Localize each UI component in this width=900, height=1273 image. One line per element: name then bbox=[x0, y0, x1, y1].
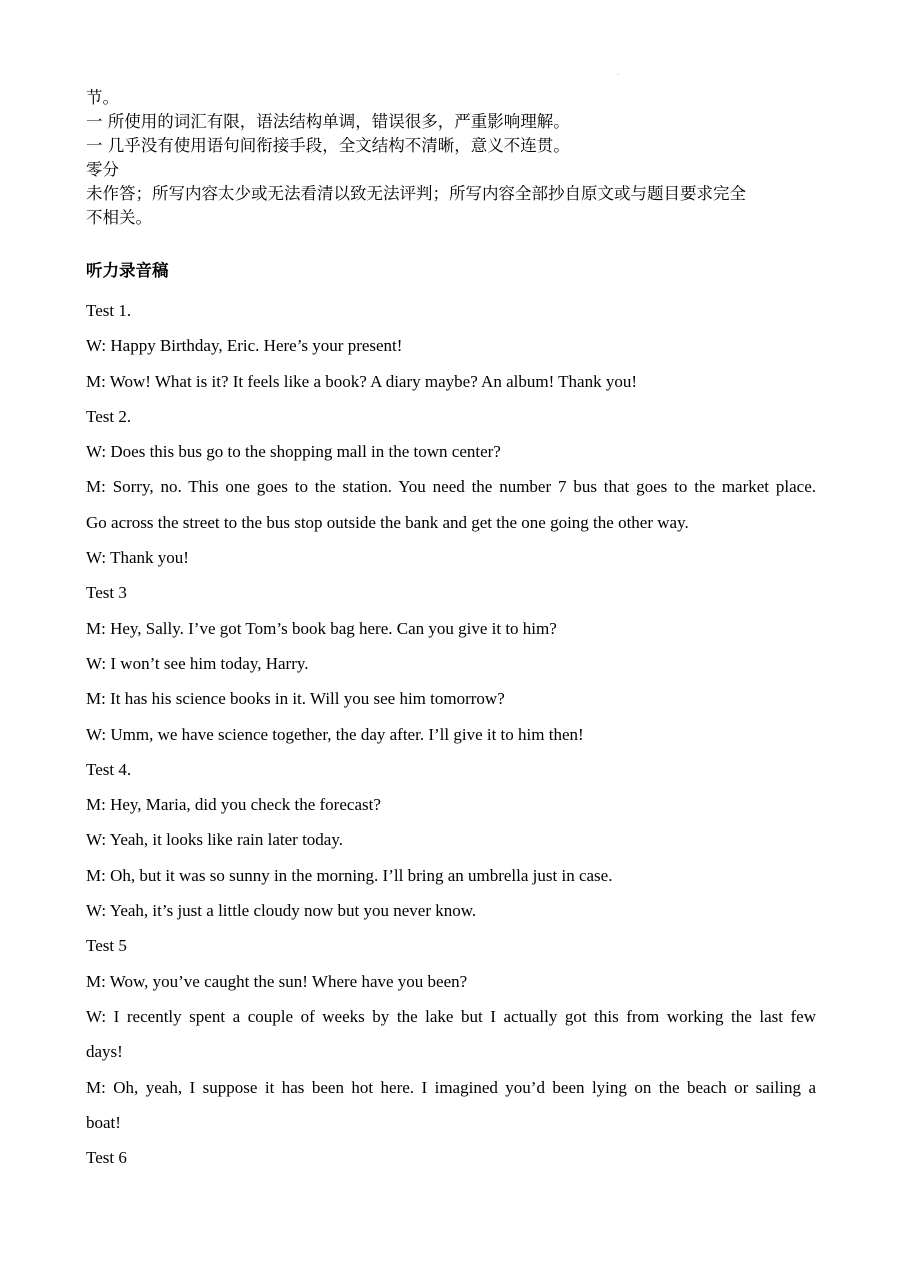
transcript-line: Go across the street to the bus stop outside the bank and get the one going the other way. bbox=[86, 512, 689, 532]
transcript-line: M: Wow, you’ve caught the sun! Where have you been? bbox=[86, 971, 468, 991]
rubric-tail bbox=[86, 86, 826, 230]
rubric-zero-heading: 零分 bbox=[86, 160, 119, 179]
transcript-line: Test 3 bbox=[86, 583, 127, 603]
rubric-line-end: 节。 bbox=[86, 88, 119, 107]
transcript-line: Test 5 bbox=[86, 936, 127, 956]
rubric-bullet-cohesion: 一 几乎没有使用语句间衔接手段，全文结构不清晰，意义不连贯。 bbox=[86, 136, 570, 155]
transcript-line: M: Sorry, no. This one goes to the station. You need the number 7 bus that goes to the market place. bbox=[86, 477, 816, 497]
transcript-line: M: Wow! What is it? It feels like a book? A diary maybe? An album! Thank you! bbox=[86, 371, 638, 391]
transcript-line: W: Does this bus go to the shopping mall in the town center? bbox=[86, 442, 501, 462]
transcript-line: W: Happy Birthday, Eric. Here’s your present! bbox=[86, 336, 403, 356]
rubric-zero-desc-2: 不相关。 bbox=[86, 208, 152, 227]
transcript-line: M: It has his science books in it. Will you see him tomorrow? bbox=[86, 689, 505, 709]
transcript-line: W: Thank you! bbox=[86, 548, 189, 568]
transcript-line: M: Hey, Sally. I’ve got Tom’s book bag here. Can you give it to him? bbox=[86, 618, 557, 638]
scan-speck bbox=[617, 74, 619, 75]
transcript-line: W: Umm, we have science together, the day after. I’ll give it to him then! bbox=[86, 724, 584, 744]
transcript-line: W: Yeah, it’s just a little cloudy now but you never know. bbox=[86, 901, 477, 921]
rubric-bullet-vocab: 一 所使用的词汇有限，语法结构单调，错误很多，严重影响理解。 bbox=[86, 112, 570, 131]
transcript-line: Test 6 bbox=[86, 1148, 127, 1168]
transcript-line: boat! bbox=[86, 1112, 121, 1132]
section-title: 听力录音稿 bbox=[86, 261, 169, 280]
transcript-line: Test 4. bbox=[86, 759, 132, 779]
transcript-line: Test 1. bbox=[86, 301, 132, 320]
transcript-line: M: Oh, but it was so sunny in the morning. I’ll bring an umbrella just in case. bbox=[86, 865, 613, 885]
transcript-line: W: Yeah, it looks like rain later today. bbox=[86, 830, 343, 850]
transcript-line: days! bbox=[86, 1042, 123, 1062]
listening-transcript bbox=[86, 293, 816, 1175]
rubric-zero-desc-1: 未作答；所写内容太少或无法看清以致无法评判；所写内容全部抄自原文或与题目要求完全 bbox=[86, 184, 746, 203]
transcript-line: M: Oh, yeah, I suppose it has been hot here. I imagined you’d been lying on the beach or sailing a bbox=[86, 1077, 816, 1097]
transcript-line: M: Hey, Maria, did you check the forecast? bbox=[86, 795, 381, 815]
transcript-line: W: I recently spent a couple of weeks by the lake but I actually got this from working the last few bbox=[86, 1006, 816, 1026]
transcript-line: Test 2. bbox=[86, 406, 132, 426]
transcript-line: W: I won’t see him today, Harry. bbox=[86, 653, 309, 673]
